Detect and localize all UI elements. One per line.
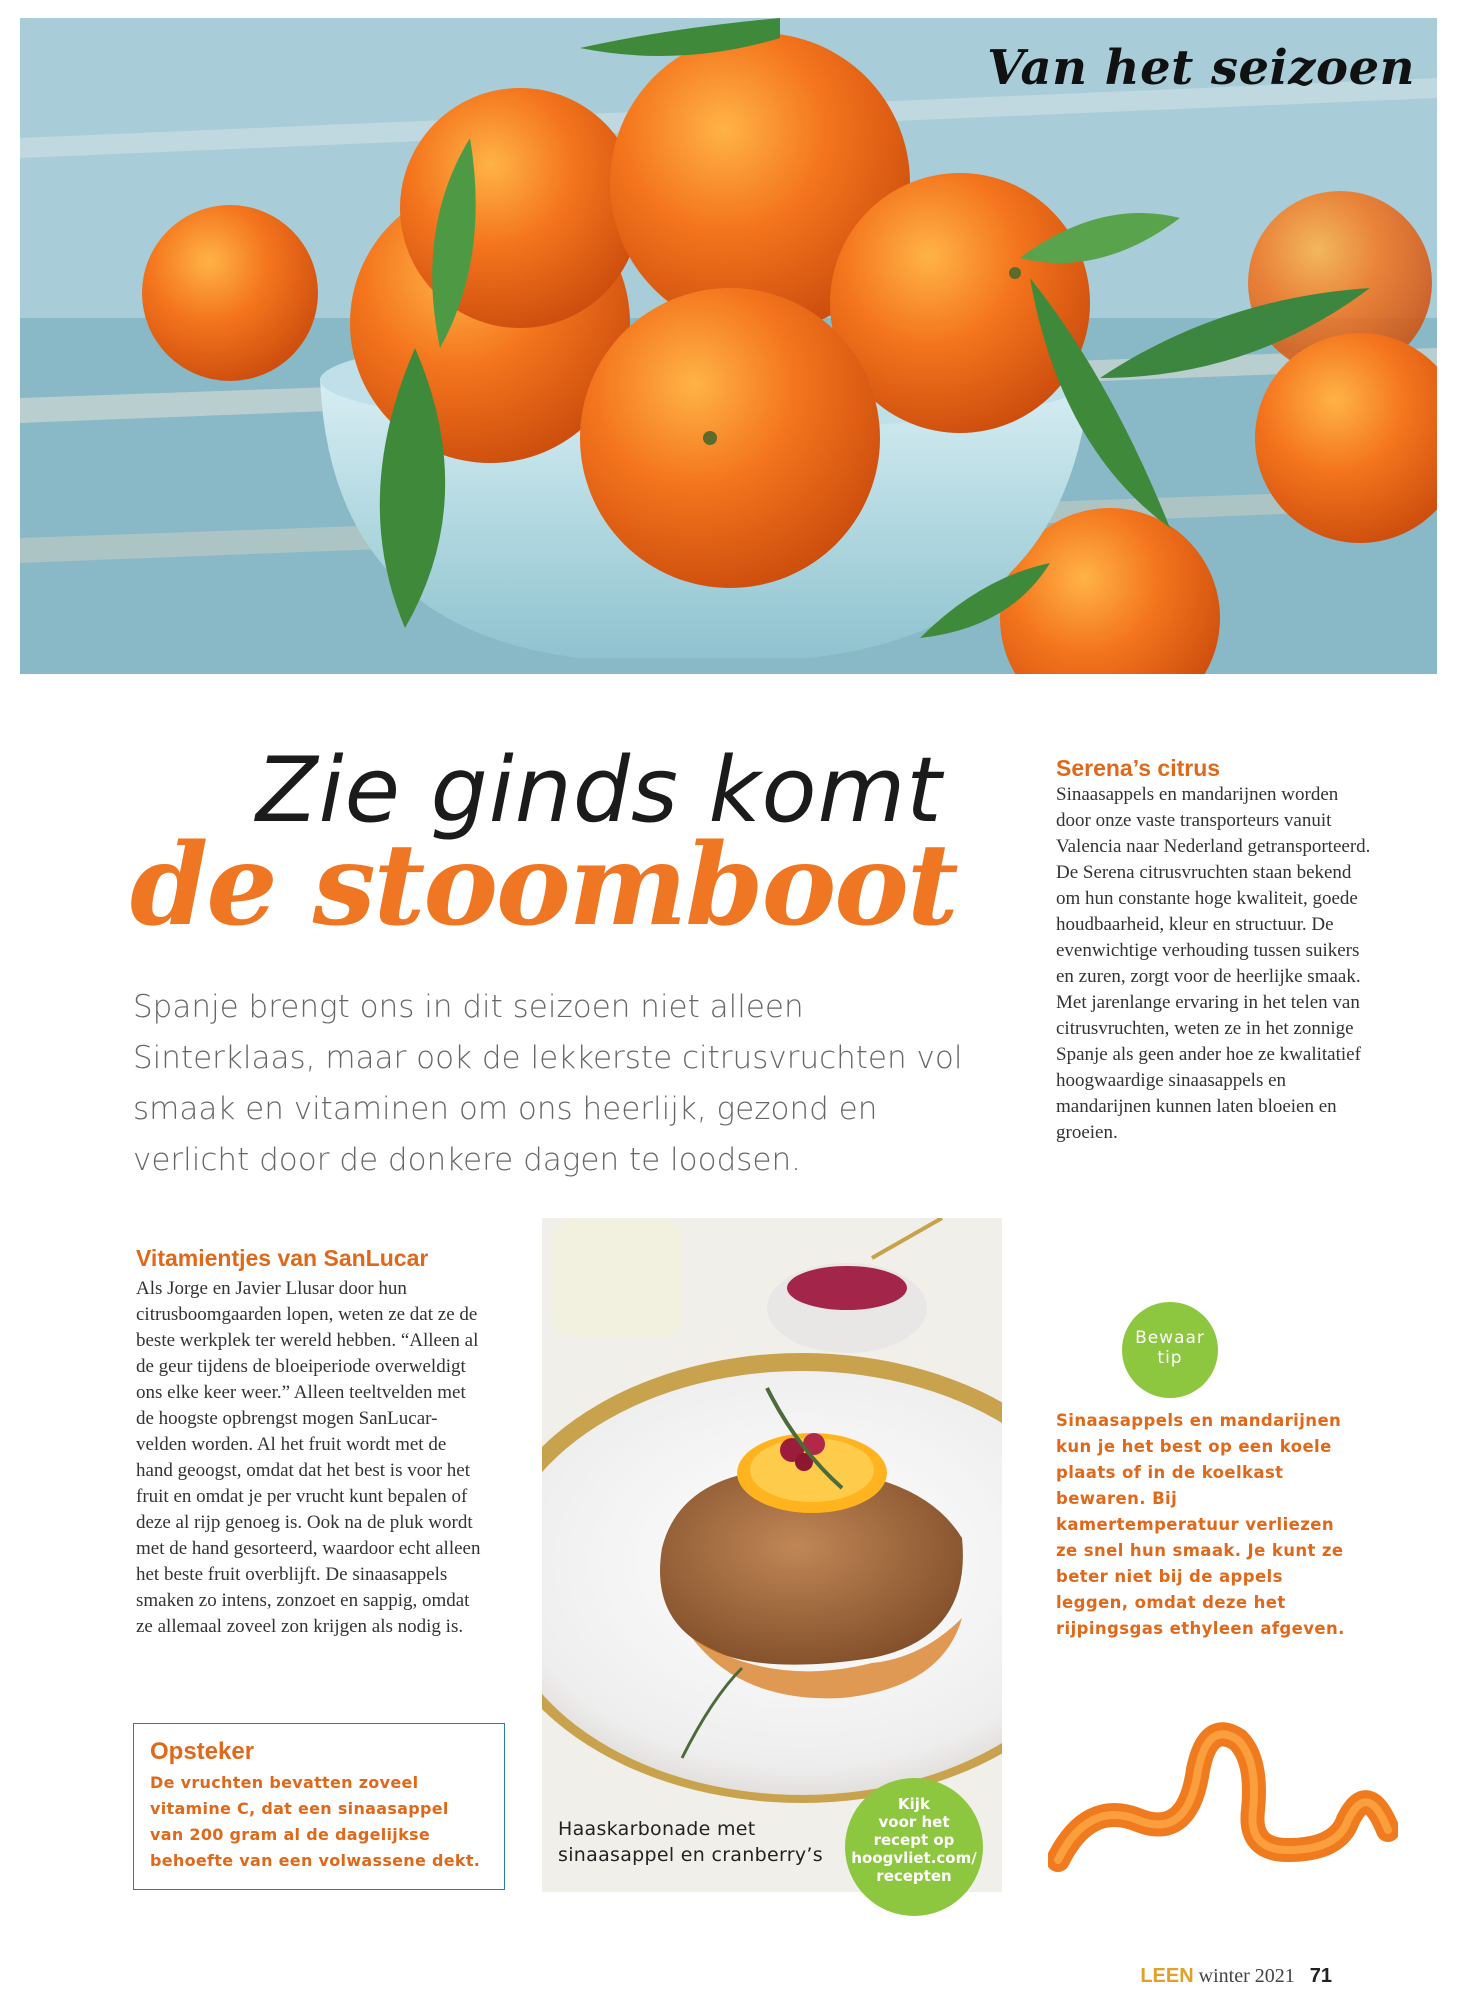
vitamientjes-body: Als Jorge en Javier Llusar door hun citrusboomgaarden lopen, weten ze dat ze de beste werkplek ter wereld hebben. “Alleen al de geur tijdens de bloeiperiode overweldigt ons elke keer weer.” Alleen teeltvelden met de hoogste opbrengst mogen SanLucar-velden worden. Al het fruit wordt met de hand geoogst, omdat dat het best is voor het fruit en omdat je per vrucht kunt bepalen of deze al rijp genoeg is. Ook na de pluk wordt met de hand gesorteerd, waardoor echt alleen het beste fruit overblijft. De sinaasappels smaken zo intens, zonzoet en sappig, omdat ze allemaal zoveel zon krijgen als nodig is. (136, 1278, 481, 1637)
caption-line-2: sinaasappel en cranberry’s (558, 1844, 823, 1866)
vitamientjes-section (136, 1245, 486, 1640)
lead-paragraph: Spanje brengt ons in dit seizoen niet alleen Sinterklaas, maar ook de lekkerste citrusvruchten vol smaak en vitaminen om ons heerlijk, gezond en verlicht door de donkere dagen te loodsen. (133, 989, 963, 1178)
vitamientjes-heading: Vitamientjes van SanLucar (136, 1245, 429, 1271)
bewaartip-badge-line1: Bewaar (1135, 1328, 1205, 1348)
opsteker-heading: Opsteker (150, 1738, 255, 1765)
bewaartip-badge (1122, 1302, 1218, 1398)
page-number: 71 (1309, 1965, 1332, 1987)
orange-peel-spiral (1048, 1700, 1398, 1890)
recipe-badge-line4: hoogvliet.com/ (851, 1849, 977, 1867)
caption-line-1: Haaskarbonade met (558, 1818, 756, 1840)
bewaartip-text: Sinaasappels en mandarijnen kun je het best op een koele plaats of in de koelkast bewaren. Bij kamertemperatuur verliezen ze snel hun smaak. Je kunt ze beter niet bij de appels leggen, omdat deze het rijpingsgas ethyleen afgeven. (1056, 1411, 1345, 1638)
serena-heading: Serena’s citrus (1056, 755, 1221, 781)
recipe-badge-line1: Kijk (898, 1795, 930, 1813)
title-line-1: Zie ginds komt (256, 738, 943, 843)
page-footer (1140, 1965, 1332, 1988)
recipe-badge-line2: voor het (878, 1813, 950, 1831)
mandarin-bowl-illustration (20, 18, 1437, 674)
recipe-badge-line3: recept op (873, 1831, 955, 1849)
recipe-link-badge[interactable] (845, 1778, 983, 1916)
serena-section (1056, 755, 1376, 1146)
opsteker-box (133, 1723, 505, 1890)
photo-caption (558, 1816, 823, 1868)
recipe-badge-line5: recepten (876, 1867, 952, 1885)
footer-brand: LEEN (1140, 1965, 1194, 1987)
footer-issue: winter 2021 (1198, 1965, 1295, 1987)
section-label: Van het seizoen (987, 40, 1415, 96)
serena-body: Sinaasappels en mandarijnen worden door onze vaste transporteurs vanuit Valencia naar Nederland getransporteerd. De Serena citrusvruchten staan bekend om hun constante hoge kwaliteit, goede houdbaarheid, kleur en structuur. De evenwichtige verhouding tussen suikers en zuren, zorgt voor de heerlijke smaak. Met jarenlange ervaring in het telen van citrusvruchten, weten ze in het zonnige Spanje als geen ander hoe ze kwalitatief hoogwaardige sinaasappels en mandarijnen kunnen laten bloeien en groeien. (1056, 784, 1371, 1143)
title-line-2: de stoomboot (130, 820, 957, 951)
bewaartip-badge-line2: tip (1157, 1348, 1183, 1368)
hero-photo-mandarins (20, 18, 1437, 674)
opsteker-text: De vruchten bevatten zoveel vitamine C, dat een sinaasappel van 200 gram al de dagelijkse behoefte van een volwassene dekt. (150, 1773, 481, 1870)
